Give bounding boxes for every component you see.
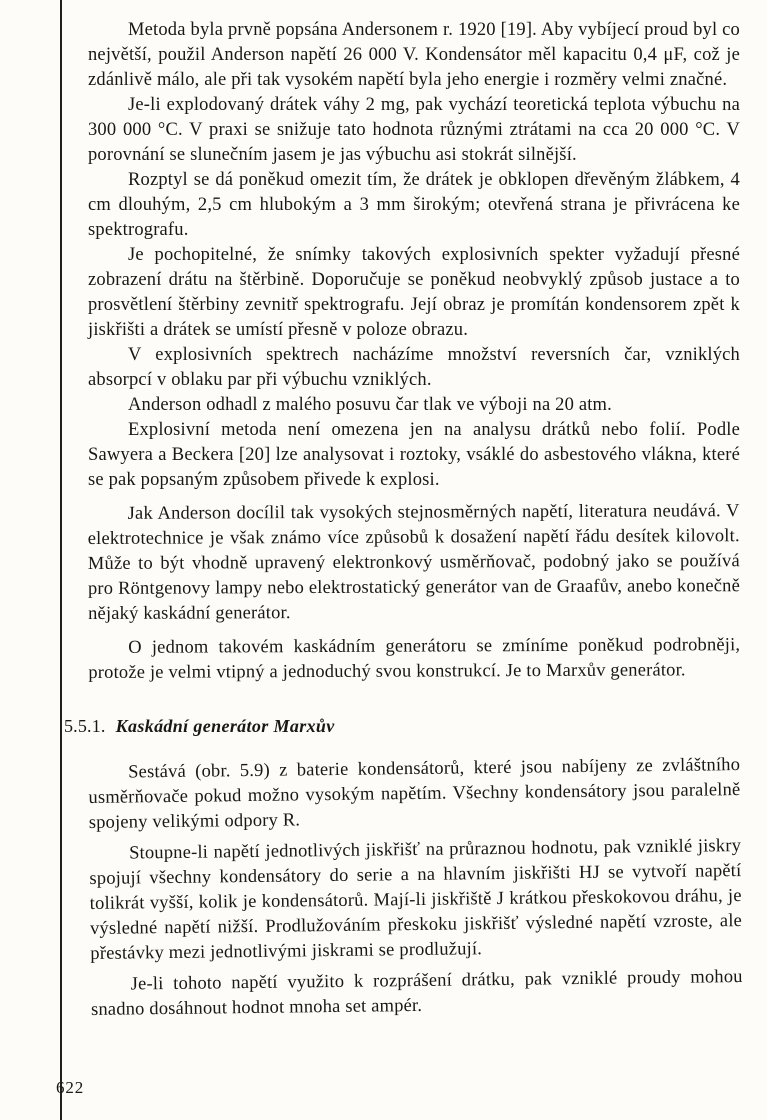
- mid-text-group: [88, 499, 741, 686]
- section-number: 5.5.1.: [64, 716, 106, 736]
- text-block: [64, 18, 743, 1023]
- paragraph: O jednom takovém kaskádním generátoru se zmíníme poněkud podrobněji, protože je velmi vtipný a jednoduchý svou konstrukcí. Je to Marxův generátor.: [88, 635, 741, 683]
- paragraph: Stoupne-li napětí jednotlivých jiskřišť na průraznou hodnotu, pak vzniklé jiskry spojují všechny kondensátory do serie a na hlavním jiskřišti HJ se vytvoří napětí tolikrát vyšší, kolik je kondensátorů. Mají-li jiskřiště J krátkou přeskokovou dráhu, je výsledné napětí nižší. Prodlužováním přeskoku jiskřišť výsledné napětí vzroste, ale přestávky mezi jednotlivými jiskrami se prodlužují.: [89, 836, 743, 964]
- paragraph: Anderson odhadl z malého posuvu čar tlak ve výboji na 20 atm.: [128, 395, 612, 415]
- paragraph: Sestává (obr. 5.9) z baterie kondensátorů, které jsou nabíjeny ze zvláštního usměrňovače pokud možno vysokým napětím. Všechny kondensátory jsou paralelně spojeny velikými odpory R.: [88, 755, 741, 833]
- paragraph: V explosivních spektrech nacházíme množství reversních čar, vzniklých absorpcí v oblaku par při výbuchu vzniklých.: [88, 345, 740, 390]
- page-number: 622: [56, 1078, 85, 1097]
- paragraph: Rozptyl se dá poněkud omezit tím, že drátek je obklopen dřevěným žlábkem, 4 cm dlouhým, 2,5 cm hlubokým a 3 mm širokým; otevřená strana je přivrácena ke spektrografu.: [88, 170, 740, 240]
- section-title: Kaskádní generátor Marxův: [115, 716, 335, 736]
- section-heading: [64, 714, 740, 739]
- section-text-group: [88, 753, 743, 1023]
- paragraph: Explosivní metoda není omezena jen na analysu drátků nebo folií. Podle Sawyera a Beckera [20] lze analysovat i roztoky, vsáklé do asbestového vlákna, které se pak popsaným způsobem přivede k explosi.: [88, 420, 740, 490]
- paragraph: Jak Anderson docílil tak vysokých stejnosměrných napětí, literatura neudává. V elektrotechnice je však známo více způsobů k dosažení napětí řádu desítek kilovolt. Může to být vhodně upravený elektronkový usměrňovač, podobný jako se používá pro Röntgenovy lampy nebo elektrostatický generátor van de Graafův, anebo konečně nějaký kaskádní generátor.: [87, 501, 741, 624]
- paragraph: Je pochopitelné, že snímky takových explosivních spekter vyžadují přesné zobrazení drátu na štěrbině. Doporučuje se poněkud neobvyklý způsob justace a to prosvětlení štěrbiny zevnitř spektrografu. Její obraz je promítán kondensorem zpět k jiskřišti a drátek se umístí přesně v poloze obrazu.: [88, 245, 740, 340]
- paragraph: Je-li tohoto napětí využito k rozprášení drátku, pak vzniklé proudy mohou snadno dosáhnout hodnot mnoha set ampér.: [90, 967, 743, 1020]
- paragraph: Metoda byla prvně popsána Andersonem r. 1920 [19]. Aby vybíjecí proud byl co největší, použil Anderson napětí 26 000 V. Kondensátor měl kapacitu 0,4 μF, což je zdánlivě málo, ale při tak vysokém napětí byla jeho energie i rozměry velmi značné.: [88, 20, 740, 90]
- scan-edge-line: [60, 0, 62, 1120]
- paragraph: Je-li explodovaný drátek váhy 2 mg, pak vychází teoretická teplota výbuchu na 300 000 °C. V praxi se snižuje tato hodnota různými ztrátami na cca 20 000 °C. V porovnání se slunečním jasem je jas výbuchu asi stokrát silnější.: [88, 95, 740, 165]
